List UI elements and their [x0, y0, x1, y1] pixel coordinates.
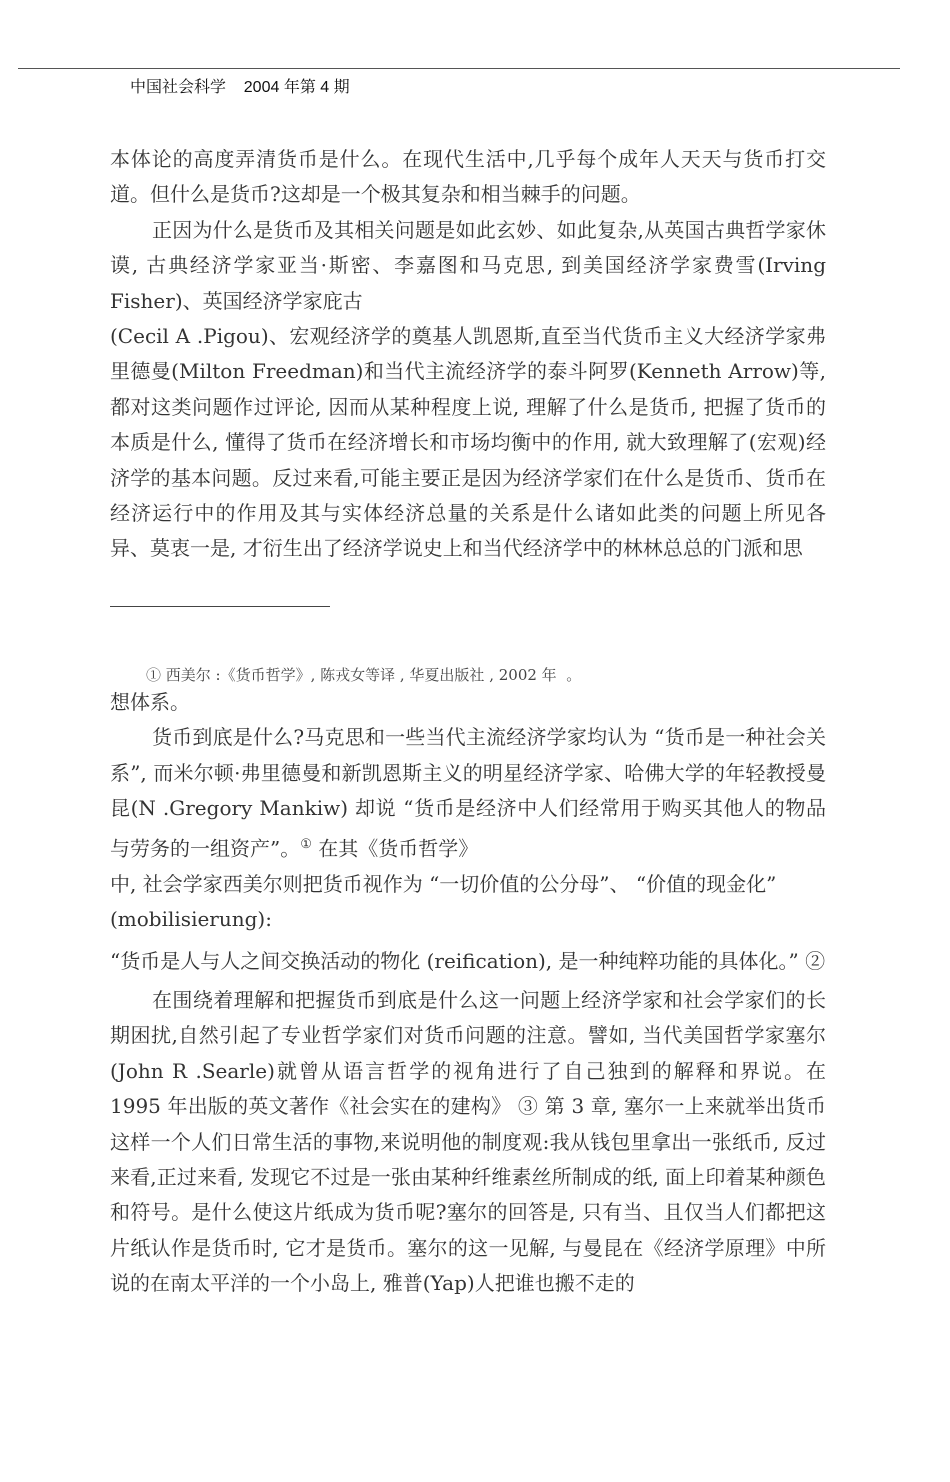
paragraph-philosophers: 正因为什么是货币及其相关问题是如此玄妙、如此复杂,从英国古典哲学家休谟, 古典经济学家亚当·斯密、李嘉图和马克思, 到美国经济学家费雪(Irving Fisher)、英国经济学家庇古	[110, 217, 826, 313]
paragraph-ontology: 本体论的高度弄清货币是什么。在现代生活中,几乎每个成年人天天与货币打交道。但什么是货币?这却是一个极其复杂和相当棘手的问题。	[110, 147, 826, 207]
footnote-rule	[110, 606, 330, 607]
continuation-line: 想体系。	[110, 690, 190, 714]
running-header: 中国社会科学 2004 年第 4 期	[130, 79, 350, 96]
footnote-1: ① 西美尔 :《货币哲学》, 陈戎女等译 , 华夏出版社 , 2002 年 。	[146, 666, 582, 684]
paragraph-what-is-money-text: 货币到底是什么?马克思和一些当代主流经济学家均认为 “货币是一种社会关系”, 而米尔顿·弗里德曼和新凯恩斯主义的明星经济学家、哈佛大学的年轻教授曼昆(N .Gregory Mankiw) 却说 “货币是经济中人们经常用于购买其他人的物品与劳务的一组资产”。	[110, 725, 826, 861]
simmel-quote: “货币是人与人之间交换活动的物化 (reification), 是一种纯粹功能的具体化。” ②	[110, 948, 826, 973]
footnote-mark-1: ①	[300, 836, 312, 852]
paragraph-simmel-text: 中, 社会学家西美尔则把货币视作为 “一切价值的公分母”、 “价值的现金化”	[110, 871, 777, 896]
body-text-bottom	[110, 685, 826, 1302]
paragraph-simmel	[110, 867, 826, 938]
paragraph-what-is-money	[110, 720, 826, 866]
paragraph-economists: (Cecil A .Pigou)、宏观经济学的奠基人凯恩斯,直至当代货币主义大经济学家弗里德曼(Milton Freedman)和当代主流经济学的泰斗阿罗(Kenneth Arrow)等, 都对这类问题作过评论, 因而从某种程度上说, 理解了什么是货币, 把握了货币的本质是什么, 懂得了货币在经济增长和市场均衡中的作用, 就大致理解了(宏观)经济学的基本问题。反过来看,可能主要正是因为经济学家们在什么是货币、货币在经济运行中的作用及其与实体经济总量的关系是什么诸如此类的问题上所见各异、莫衷一是, 才衍生出了经济学说史上和当代经济学中的林林总总的门派和思	[110, 324, 826, 561]
paragraph-searle: 在围绕着理解和把握货币到底是什么这一问题上经济学家和社会学家们的长期困扰,自然引起了专业哲学家们对货币问题的注意。譬如, 当代美国哲学家塞尔(John R .Searle)就曾从语言哲学的视角进行了自己独到的解释和界说。在 1995 年出版的英文著作《社会实在的建构》 ③ 第 3 章, 塞尔一上来就举出货币这样一个人们日常生活的事物,来说明他的制度观:我从钱包里拿出一张纸币, 反过来看,正过来看, 发现它不过是一张由某种纤维素丝所制成的纸, 面上印着某种颜色和符号。是什么使这片纸成为货币呢?塞尔的回答是, 只有当、且仅当人们都把这片纸认作是货币时, 它才是货币。塞尔的这一见解, 与曼昆在《经济学原理》中所说的在南太平洋的一个小岛上, 雅普(Yap)人把谁也搬不走的	[110, 987, 826, 1296]
body-text-top	[110, 142, 826, 567]
header-rule	[18, 68, 900, 69]
paragraph-what-is-money-tail: 在其《货币哲学》	[311, 836, 479, 861]
paragraph-simmel-term: (mobilisierung):	[110, 907, 272, 932]
